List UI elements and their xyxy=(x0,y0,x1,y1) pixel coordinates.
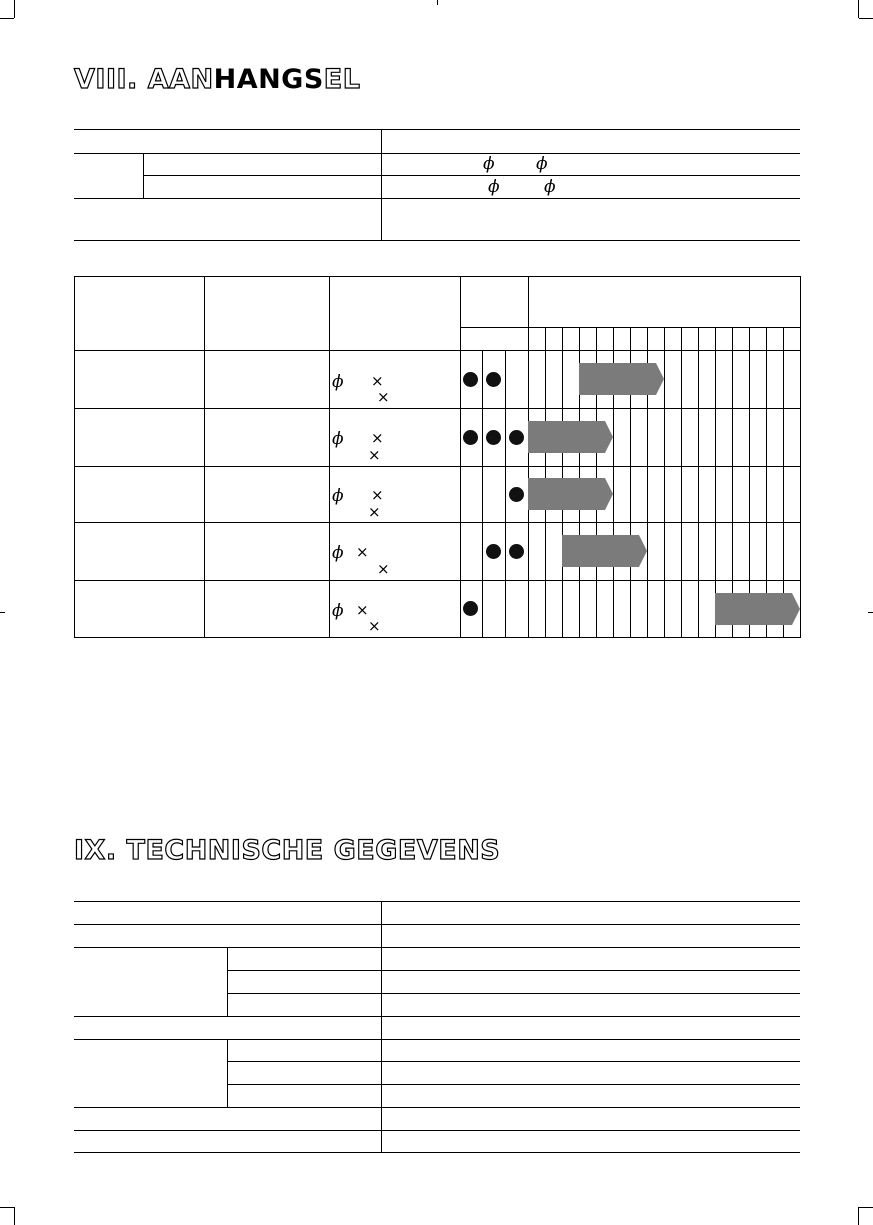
filled-dot xyxy=(486,372,501,387)
crop-mark-bottom-right xyxy=(859,1207,873,1208)
timeline-bar xyxy=(579,363,664,395)
filled-dot xyxy=(463,430,478,445)
filled-dot xyxy=(509,544,524,559)
times-symbol: × xyxy=(371,372,384,390)
crop-mark-mid-right xyxy=(868,612,873,613)
diameter-symbol: ϕ xyxy=(488,177,500,197)
filled-dot xyxy=(509,430,524,445)
crop-mark-top-left xyxy=(0,18,14,19)
times-symbol: × xyxy=(368,503,381,521)
timeline-bar xyxy=(562,535,647,567)
times-symbol: × xyxy=(371,429,384,447)
diameter-symbol: ϕ xyxy=(332,543,344,563)
diameter-symbol: ϕ xyxy=(332,372,344,392)
crop-mark-top-right-v xyxy=(858,0,859,18)
section-number: IX. xyxy=(74,835,117,866)
filled-dot xyxy=(463,372,478,387)
crop-mark-mid-left xyxy=(0,612,5,613)
timeline-gridline xyxy=(698,327,699,638)
times-symbol: × xyxy=(368,617,381,635)
section-title-end: EL xyxy=(323,64,361,95)
section-title-solid: HANGS xyxy=(213,64,324,95)
times-symbol: × xyxy=(356,543,369,561)
timeline-gridline xyxy=(715,327,716,638)
times-symbol: × xyxy=(368,446,381,464)
crop-mark-top-center xyxy=(437,0,438,5)
diameter-symbol: ϕ xyxy=(544,177,556,197)
section-heading-appendix xyxy=(74,66,360,93)
crop-mark-top-left-v xyxy=(14,0,15,18)
crop-mark-top-right xyxy=(859,18,873,19)
timeline-gridline xyxy=(681,327,682,638)
times-symbol: × xyxy=(371,486,384,504)
diameter-symbol: ϕ xyxy=(483,154,495,174)
timeline-gridline xyxy=(783,327,784,638)
timeline-gridline xyxy=(664,327,665,638)
timeline-gridline xyxy=(732,327,733,638)
times-symbol: × xyxy=(377,388,390,406)
diameter-symbol: ϕ xyxy=(536,154,548,174)
section-heading-technical xyxy=(74,837,500,864)
diameter-symbol: ϕ xyxy=(332,486,344,506)
crop-mark-bottom-left-v xyxy=(14,1207,15,1225)
crop-mark-bottom-right-v xyxy=(858,1207,859,1225)
timeline-gridline xyxy=(766,327,767,638)
times-symbol: × xyxy=(377,560,390,578)
filled-dot xyxy=(509,487,524,502)
filled-dot xyxy=(486,430,501,445)
timeline-bar xyxy=(715,593,800,625)
crop-mark-bottom-left xyxy=(0,1207,14,1208)
section-title-start: AAN xyxy=(147,64,214,95)
timeline-bar xyxy=(528,421,613,453)
section-title: TECHNISCHE GEGEVENS xyxy=(126,835,501,866)
filled-dot xyxy=(463,601,478,616)
filled-dot xyxy=(486,544,501,559)
section-number: VIII. xyxy=(74,64,138,95)
diameter-symbol: ϕ xyxy=(332,601,344,621)
timeline-bar xyxy=(528,478,613,510)
diameter-symbol: ϕ xyxy=(332,429,344,449)
timeline-gridline xyxy=(749,327,750,638)
times-symbol: × xyxy=(356,601,369,619)
